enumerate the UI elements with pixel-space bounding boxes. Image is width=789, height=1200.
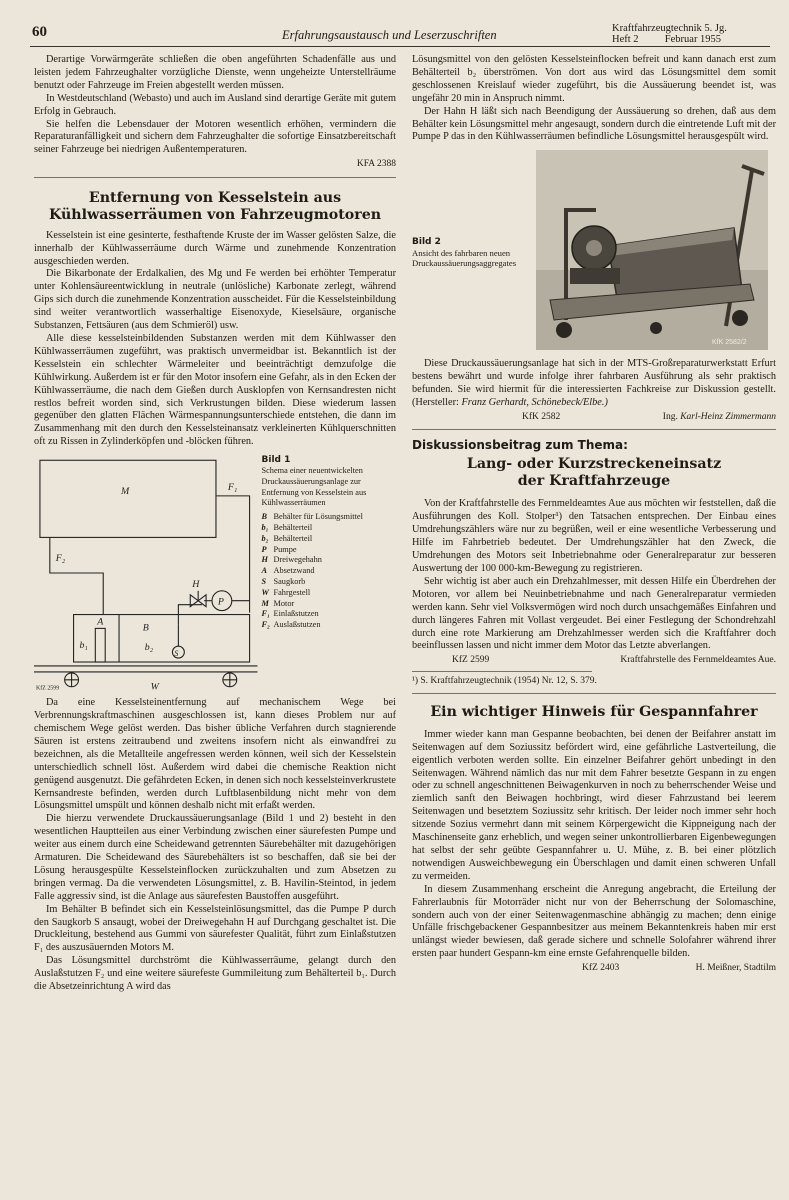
legend-item <box>262 534 397 545</box>
divider <box>34 177 396 178</box>
article-code: KfK 2582 <box>522 411 561 422</box>
paragraph: Die Bikarbonate der Erdalkalien, des Mg und Fe werden bei erhöhter Temperatur unter Kohlensäureentwicklung in neutrale (unlösliche) Karbonate zerlegt, während Gips sich durch die zunehmende Konzentration ausscheidet. Für die Kesselsteinbildung sind weiter verantwortlich wasserhaltige Eisenoxyde, Kieselsäure, organische Substanzen, Fettsäuren (aus dem Schmieröl) usw. <box>34 268 396 332</box>
legend-item <box>262 620 397 631</box>
discussion-title: Lang- oder Kurzstreckeneinsatz der Kraftfahrzeuge <box>466 456 722 490</box>
page-number: 60 <box>32 24 47 40</box>
label-M: M <box>121 486 130 498</box>
legend-text: Absetzwand <box>273 566 315 576</box>
signature <box>412 411 776 424</box>
paragraph: In Westdeutschland (Webasto) und auch im Ausland sind derartige Geräte mit gutem Erfolg in Gebrauch. <box>34 92 396 117</box>
legend-item <box>262 555 397 566</box>
schematic-diagram <box>34 455 258 693</box>
article-code: KfZ 2403 <box>582 963 620 974</box>
page-header <box>30 20 770 47</box>
figure-caption: Schema einer neuentwickelten Druckaussäuerungsanlage zur Entfernung von Kesselstein aus Kühlwasserräumen <box>261 465 367 508</box>
legend-text: Fahrgestell <box>273 587 311 597</box>
signature <box>412 654 776 667</box>
legend-item <box>262 599 397 610</box>
label-P: P <box>217 596 224 608</box>
article-code: KFA 2388 <box>356 159 396 170</box>
legend-key: H <box>261 555 268 565</box>
label-A: A <box>97 616 104 628</box>
legend-key: F₂ <box>261 620 270 630</box>
divider <box>412 693 776 694</box>
left-column <box>34 54 396 994</box>
legend-key: F₁ <box>261 609 270 619</box>
paragraph: Sehr wichtig ist aber auch ein Drehzahlmesser, mit dessen Hilfe ein Überdrehen der Motoren, vor allem bei Neuinbetriebnahme und nach Generalreparatur vermieden werden kann. Sehr viel Volksvermögen wird noch durch unsachgemäßes Einfahren und durch längeres Fahren mit Vollast vergeudet. Bei einer Festlegung der Schondrehzahl durch eine rote Markierung am Drehzahlmesser werden sich die Kraftfahrer doch beeinflussen lassen und nicht immer dem Motor das Letzte abverlangen. <box>412 575 776 652</box>
figure-1-legend <box>258 455 397 693</box>
paragraph: Das Lösungsmittel durchströmt die Kühlwasserräume, gelangt durch den Auslaßstutzen F₂ und eine weitere säurefeste Gummileitung zum Behälterteil b₁. Durch die Absetzeinrichtung A wird das <box>34 955 396 993</box>
author: Ing. Karl-Heinz Zimmermann <box>662 411 776 422</box>
paragraph: Diese Druckaussäuerungsanlage hat sich in der MTS-Großreparaturwerkstatt Erfurt bestens bewährt und wurde infolge ihrer fahrbaren Ausführung als sehr praktisch befunden. Sie wird hiermit für die interessierten Fachkreise zur Diskussion gestellt. (Hersteller: Franz Gerhardt, Schönebeck/Elbe.) <box>412 358 776 409</box>
legend-item <box>262 566 397 577</box>
footnote: ¹) S. Kraftfahrzeugtechnik (1954) Nr. 12, S. 379. <box>412 671 592 687</box>
legend-item <box>262 577 397 588</box>
paragraph: Lösungsmittel von den gelösten Kesselsteinflocken befreit und kann danach erst zum Behälterteil b₂ überströmen. Von dort aus wird das Lösungsmittel dem somit geschlossenen Kreislauf wieder zugeführt, bis die Aussäuerung beendet ist, was ungefähr 20 min in Anspruch nimmt. <box>412 54 776 104</box>
article-code: KfZ 2599 <box>452 655 490 666</box>
legend-text: Behälterteil <box>273 522 313 532</box>
photo-stamp: KfK 2582/2 <box>712 339 747 347</box>
legend-text: Motor <box>273 598 295 608</box>
legend-text: Einlaßstutzen <box>273 609 319 619</box>
legend-key: M <box>261 598 269 608</box>
label-S: S <box>174 649 179 659</box>
legend-text: Behälterteil <box>273 533 313 543</box>
paragraph: Von der Kraftfahrstelle des Fernmeldeamtes Aue aus möchten wir feststellen, daß die Ausführungen des Koll. Stolper¹) den Tatsachen entsprechen. Der Einbau eines Umdrehungszählers wäre nur zu begrüßen, weil er eine wesentliche Verbesserung und Hilfe im Fahrbetrieb bedeutet. Der Umdrehungszähler hat den Zweck, die Umdrehungen des Motors seit Inbetriebnahme oder Generalreparatur zur besseren Auswertung der 100 000-km-Bewegung zu registrieren. <box>412 498 776 574</box>
journal-line-1: Kraftfahrzeugtechnik 5. Jg. <box>612 23 727 34</box>
label-b2: b₂ <box>144 642 154 654</box>
paragraph: In diesem Zusammenhang erscheint die Anregung angebracht, die Erteilung der Fahrerlaubnis für Motorräder nicht nur von der Beherrschung der Solomaschine, sondern auch von der einer Seitenwagenmaschine abhängig zu machen; denn einige Unfälle frischgebackener Gespannbesitzer aus meinem Bekanntenkreis haben mir erst unlängst wieder bewiesen, daß gerade sichere und schnelle Solofahrer während ihrer ersten paar hundert Gespann-km eine ernste Gefahrenquelle bilden. <box>412 883 776 960</box>
legend-item <box>262 588 397 599</box>
legend-key: W <box>261 587 269 597</box>
figure-label: Bild 2 <box>412 237 441 248</box>
article-title: Entfernung von Kesselstein aus Kühlwasserräumen von Fahrzeugmotoren <box>48 189 382 223</box>
label-b1: b₁ <box>79 640 88 652</box>
legend-key: B <box>261 512 268 522</box>
legend-item <box>262 545 397 556</box>
journal-line-2: Heft 2 Februar 1955 <box>612 34 722 45</box>
paragraph: Im Behälter B befindet sich ein Kesselsteinlösungsmittel, das die Pumpe P durch den Saugkorb S ansaugt, wobei der Dreiwegehahn H auf Durchgang geschaltet ist. Die Druckleitung, bestehend aus Gummi von säurefester Qualität, führt zum Einlaßstutzen F₁ des auszusäuernden Motors M. <box>34 903 396 954</box>
figure-1 <box>34 455 396 693</box>
figure-2-caption <box>412 150 536 350</box>
paragraph: Kesselstein ist eine gesinterte, festhaftende Kruste der im Wasser gelösten Salze, die innerhalb der Kühlwasserräume durch Wärme und zunehmende Konzentration ausgeschieden werden. <box>34 229 396 267</box>
label-F2: F₂ <box>55 553 66 565</box>
legend-text: Auslaßstutzen <box>273 620 321 630</box>
divider <box>412 429 776 430</box>
figure-stamp: KfZ 2599 <box>35 685 60 692</box>
paragraph: Da eine Kesselsteinentfernung auf mechanischem Wege bei Verbrennungskraftmaschinen ausgeschlossen ist, kann dieses Problem nur auf chemischem Wege gelöst werden. Das bisher übliche Verfahren durch stagnierende Säuren ist erstens zeitraubend und zweitens insofern nicht als einwandfrei zu bezeichnen, als die Metallteile angefressen werden können, weil sich der Kesselstein unterschiedlich schnell löst. Außerdem wird dabei die chemische Reaktion nicht genügend ausgenutzt. Die gefährdeten Ecken, in denen sich noch kesselsteinverkrustete Kernsandreste befinden, werden durch Luftblasenbildung nicht mehr von dem Lösungsmittel umspült und können deshalb nicht mit erfaßt werden. <box>34 697 396 812</box>
label-H: H <box>192 579 200 591</box>
label-F1: F₁ <box>227 482 238 494</box>
author: H. Meißner, Stadtilm <box>695 963 776 974</box>
paragraph: Immer wieder kann man Gespanne beobachten, bei denen der Beifahrer anstatt im Seitenwagen auf dem Soziussitz befördert wird, eine gefährliche Lastverteilung, die eigentlich verboten werden sollte. Ein einzelner Beifahrer gehört unbedingt in den Seitenwagen. Während nämlich das nur mit dem Fahrer besetzte Gespann in zu engen oder zu schnell angeschnittenen Beiwagenkurven in noch zu beherrschender Weise und ziemlich sanft den Beiwagen hochbringt, wird dieser Fahrzustand bei leerem Seitenwagen und besetztem Soziussitz sehr kritisch. Der leider noch immer sehr hoch sitzende Sozius vermehrt dann mit seinem Körpergewicht die Kippneigung nach der Maschinenseite ganz erheblich, und wegen seiner unkontrollierbaren Eigenbewegungen hat selbst der sehr geübte Gespannfahrer u. U. Mühe, z. B. bei einer plötzlich notwendigen Ausweichbewegung ein Überschlagen und damit einen schweren Unfall zu vermeiden. <box>412 728 776 882</box>
legend-key: A <box>261 566 268 576</box>
legend-key: b₁ <box>261 522 269 532</box>
legend-key: P <box>261 544 267 554</box>
label-B: B <box>142 622 149 634</box>
legend-text: Dreiwegehahn <box>273 555 322 565</box>
legend-text: Pumpe <box>273 544 297 554</box>
figure-caption: Ansicht des fahrbaren neuen Druckaussäuerungsaggregates <box>412 247 517 269</box>
paragraph: Alle diese kesselsteinbildenden Substanzen werden mit dem Kühlwasser den Kühlwasserräumen zugeführt, was praktisch unvermeidbar ist. Bekanntlich ist der Kesselstein ein schlechter Wärmeleiter und beeinträchtigt demzufolge die Kühlwirkung. Außerdem ist er für den Motor insofern eine Gefahr, als in den Ecken der Kühlwasserräume, die nach dem Gießen durch Ausklopfen von Kernsandresten nicht restlos befreit worden sind, sich Verkrustungen bilden. Diese wiederum lassen gegenüber den glatten Flächen Wärmespannungsunterschiede entstehen, die dann im Zusammenhang mit den durch den Kesselsteinansatz verkleinerten Kühlquerschnitten oft zu Rissen in Zylinderköpfen und -blöcken führen. <box>34 333 396 448</box>
paragraph: Sie helfen die Lebensdauer der Motoren wesentlich erhöhen, vermindern die Reparaturanfälligkeit und sichern dem Fahrzeughalter die sofortige Einsatzbereitschaft seiner Fahrzeuge bei niedrigen Außentemperaturen. <box>34 118 396 156</box>
right-column <box>412 54 776 975</box>
author: Kraftfahrstelle des Fernmeldeamtes Aue. <box>620 655 776 666</box>
figure-2 <box>412 150 776 350</box>
legend-item <box>262 512 397 523</box>
discussion-kicker: Diskussionsbeitrag zum Thema: <box>412 438 628 453</box>
paragraph: Derartige Vorwärmgeräte schließen die oben angeführten Schadenfälle aus und leisten jedem Fahrzeughalter vorzügliche Dienste, wenn ungeheizte Unterstellräume benutzt oder Fahrzeuge im Freien abgestellt werden müssen. <box>34 54 396 91</box>
legend-key: b₂ <box>261 533 269 543</box>
legend-item <box>262 609 397 620</box>
paragraph: Die hierzu verwendete Druckaussäuerungsanlage (Bild 1 und 2) besteht in den wesentlichen Hauptteilen aus einer Verbindung zwischen einer säurefesten Pumpe und weiter aus einem durch eine Scheidewand getrennten Säurebehälter mit dazugehörigen Armaturen. Die Scheidewand des Säurebehälters ist so beschaffen, daß sie bei der Lösung herausgespülte Kesselsteinflocken zurückzuhalten und zum Absetzen zu bringen vermag. Da die verwendeten Lösungsmittel, z. B. Havilin-Steintod, in jedem Falle aggressiv sind, ist die Anlage aus säurefesten Baustoffen ausgeführt. <box>34 813 396 902</box>
label-W: W <box>150 681 159 693</box>
legend-text: Behälter für Lösungsmittel <box>273 512 363 522</box>
legend-key: S <box>261 576 267 586</box>
paragraph: Der Hahn H läßt sich nach Beendigung der Aussäuerung so drehen, daß aus dem Behälter kein Lösungsmittel mehr angesaugt, sondern durch die eintretende Luft mit der Pumpe P das in den Kühlwasserräumen befindliche Lösungsmittel herausgespült wird. <box>412 105 776 143</box>
legend-list <box>262 512 397 631</box>
section-title: Erfahrungsaustausch und Leserzuschriften <box>282 28 497 42</box>
machine-photo <box>536 150 768 350</box>
figure-label: Bild 1 <box>261 455 291 466</box>
legend-text: Saugkorb <box>273 576 306 586</box>
signature <box>412 962 776 975</box>
hint-title: Ein wichtiger Hinweis für Gespannfahrer <box>430 703 758 720</box>
journal-info <box>612 23 768 45</box>
legend-item <box>262 523 397 534</box>
